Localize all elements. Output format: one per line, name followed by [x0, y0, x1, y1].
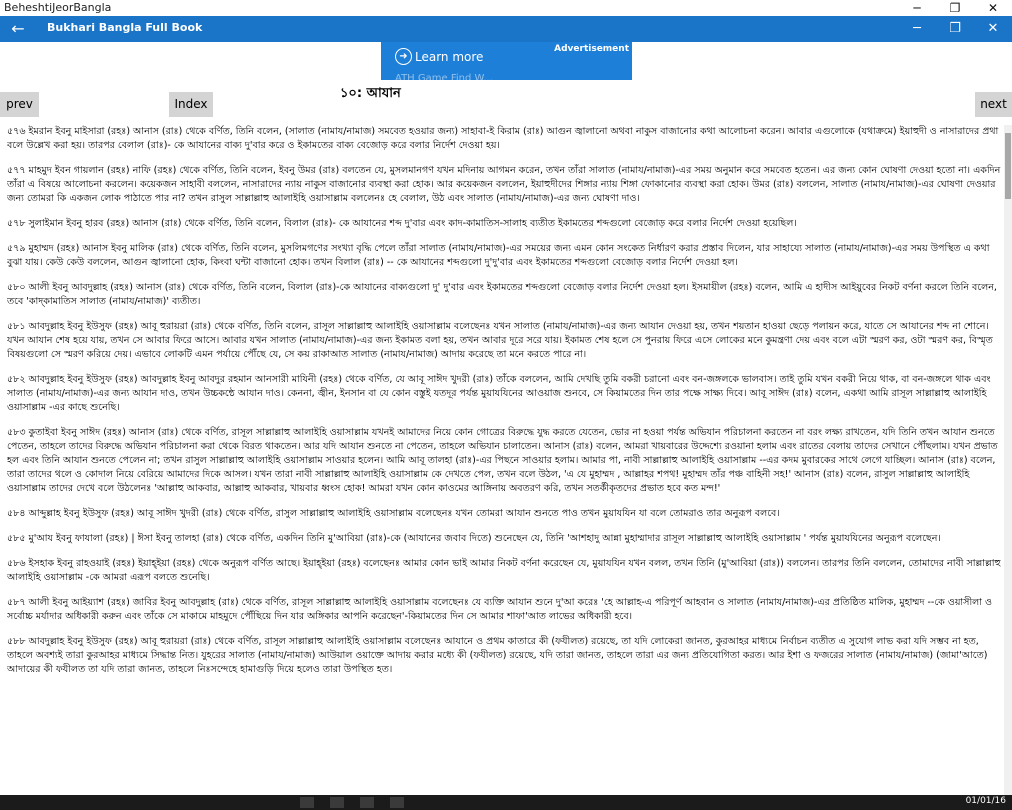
- hadith-581: ৫৮১ আবদুল্লাহ ইবনু ইউসুফ (রহঃ) আবূ হুরায়রা (রাঃ) থেকে বর্ণিত, তিনি বলেন, রাসূল সাল্লাল্লাহু আলাইহি ওয়াসাল্লাম বলেছেনঃ যখন সালাত (নামায/নামাজ)-এর জন্য আযান দেওয়া হয়, তখন শয়তান হাওয়া ছেড়ে পলায়ন করে, যাতে সে আযানের শব্দ না শোনে। যখন আযান শেষ হয়ে যায়, তখন সে আবার ফিরে আসে। আবার যখন সালাত (নামায/নামাজ)-এর জন্য ইকামত বলা হয়, তখন আবার দূরে সরে যায়। ইকামত শেষ হলে সে পুনরায় ফিরে এসে লোকের মনে কুমন্ত্রণা দেয় এবং বলে এটা স্মরণ কর, ওটা স্মরণ কর, বিস্মৃত বিষয়গুলো সে স্মরণ করিয়ে দেয়। এভাবে লোকটি এমন পর্যায়ে পৌঁছে যে, সে কয় রাকাআত সালাত (নামায/নামাজ) আদায় করেছে তা মনে করতে পারে না।: [7, 321, 993, 360]
- taskbar-clock: 01/01/16: [965, 796, 1006, 806]
- hadith-list: [7, 125, 1001, 795]
- taskbar-app-icon[interactable]: [360, 797, 374, 808]
- hadith-577: ৫৭৭ মাহমুদ ইবন গায়লান (রহঃ) নাফি (রহঃ) থেকে বর্ণিত, তিনি বলেন, ইবনু উমর (রাঃ) বলতেন যে, মুসলমানগণ যখন মদিনায় আগমন করেন, তখন তাঁরা সালাত (নামায/নামাজ)-এর সময় অনুমান করে সমবেত হতেন। এর জন্য কোন ঘোষণা দেওয়া হতো না। একদিন তাঁরা এ বিষয়ে আলোচনা করলেন। কয়েকজন সাহাবী বললেন, নাসারাদের ন্যায় নাকুস বাজানোর ব্যবস্থা করা হোক। আর কয়েকজন বললেন, ইয়াহুদীদের শিঙ্গার ন্যায় শিঙ্গা ফোকানোর ব্যবস্থা করা হোক। উমর (রাঃ) বললেন, সালাত (নামায/নামাজ)-এর ঘোষণা দেওয়ার জন্য তোমরা কি একজন লোক পাঠাতে পার না? তখন রাসুল সাল্লাল্লাহু আলাইহি ওয়াসাল্লাম বললেনঃ হে বেলাল, উঠ এবং সালাত (নামায/নামাজ)-এর জন্য ঘোষণা দাও।: [7, 165, 1001, 204]
- hadith-585: ৫৮৫ মু'আয ইবনু ফাযালা (রহঃ) | ঈসা ইবনু তালহা (রাঃ) থেকে বর্ণিত, একদিন তিনি মু'আবিয়া (রাঃ)-কে (আযানের জবাব দিতে) শুনেছেন যে, তিনি 'আশহাদু আন্না মুহাম্মাদার রাসূল সাল্লাল্লাহু আলাইহি ওয়াসাল্লাম ' পর্যন্ত মুয়াযযিনের অনুরূপ বলেছেন।: [7, 533, 941, 544]
- minimize-icon[interactable]: ─: [913, 1, 921, 15]
- app-minimize-icon[interactable]: ─: [913, 21, 921, 36]
- app-restore-icon[interactable]: ❐: [949, 21, 961, 36]
- outer-window-controls: [898, 0, 1012, 16]
- taskbar-app-icon[interactable]: [300, 797, 314, 808]
- app-window-controls: [898, 16, 1012, 42]
- restore-icon[interactable]: ❐: [949, 1, 961, 15]
- advertisement-banner[interactable]: [381, 42, 632, 80]
- index-button[interactable]: Index: [169, 92, 213, 117]
- outer-window-title: BeheshtiJeorBangla: [4, 1, 112, 14]
- arrow-circle-icon: ➜: [395, 48, 412, 65]
- hadith-583: ৫৮৩ কুতাইবা ইবনু সাঈদ (রহঃ) আনাস (রাঃ) থেকে বর্ণিত, রাসূল সাল্লাল্লাহু আলাইহি ওয়াসাল্লাম যখনই আমাদের নিয়ে কোন গোত্রের বিরুদ্ধে যুদ্ধ করতে যেতেন, ভোর না হওয়া পর্যন্ত অভিযান পরিচালনা করতেন না বরং লক্ষ্য রাখতেন, যদি তিনি তখন আযান শুনতে পেতেন, তাহলে তাদের বিরুদ্ধে অভিযান পরিচালনা করা থেকে বিরত থাকতেন। আর যদি আযান শুনতে না পেতেন, তাহলে অভিযান চালাতেন। আনাস (রাঃ) বলেন, আমরা খায়বারের উদ্দেশ্যে রওয়ানা হলাম এবং রাতের বেলায় তাদের সেখানে পৌঁছলাম। যখন প্রভাত হল এবং তিনি আযান শুনতে পেলেন না; তখন রাসুল সাল্লাল্লাহু আলাইহি ওয়াসাল্লাম সাওয়ার হলেন। আমি আবূ তালহা (রাঃ)-এর পিছনে সাওয়ার হলাম। আমার পা, নাবী সাল্লাল্লাহু আলাইহি ওয়াসাল্লাম --এর কদম মুবারকের সাথে লেগে যাচ্ছিল। আনাস (রাঃ) বলেন, তারা তাদের থলে ও কোদাল নিয়ে বেরিয়ে আমাদের দিকে আসল। যখন তারা নাবী সাল্লাল্লাহু আলাইহি ওয়াসাল্লাম কে দেখতে পেল, তখন বলে উঠল, 'এ যে মুহাম্মদ , আল্লাহর শপথ! মুহাম্মদ তাঁর পঞ্চ বাহিনী সহ!' আনাস (রাঃ) বলেন, রাসুল সাল্লাল্লাহু আলাইহি ওয়াসাল্লাম তাদের দেখে বলে উঠলেনঃ 'আল্লাহু আকবার, আল্লাহু আকবার, খায়বার ধ্বংস হোক! আমরা যখন কোন কাওমের আঙ্গিনায় অবতরণ করি, তখন সতর্কীকৃতদের প্রভাত হবে কত মন্দ!': [7, 427, 998, 494]
- hadith-582: ৫৮২ আবদুল্লাহ ইবনু ইউসুফ (রহঃ) আবদুল্লাহ ইবনু আবদুর রহমান আনসারী মাযিনী (রহঃ) থেকে বর্ণিত, যে আবূ সাঈদ খুদরী (রাঃ) তাঁকে বললেন, আমি দেখছি তুমি বকরী চরানো এবং বন-জঙ্গলকে ভালবাস। তাই তুমি যখন বকরী নিয়ে থাক, বা বন-জঙ্গলে থাক এবং সালাত (নামায/নামাজ)-এর জন্য আযান দাও, তখন উচ্চকন্ঠে আযান দাও। কেননা, জ্বীন, ইনসান বা যে কোন বস্তুই যতদূর পর্যন্ত মুয়াযযিনের আওয়াজ শুনবে, সে কিয়ামতের দিন তার পক্ষে সাক্ষ্য দিবে। আবূ সাঈদ (রাঃ) বলেন, একথা আমি রাসূল সাল্লাল্লাহু আলাইহি ওয়াসাল্লাম -এর কাছে শুনেছি।: [7, 374, 991, 413]
- hadith-584: ৫৮৪ আব্দুল্লাহ ইবনু ইউসুফ (রহঃ) আবূ সাঈদ খুদরী (রাঃ) থেকে বর্ণিত, রাসুল সাল্লাল্লাহু আলাইহি ওয়াসাল্লাম বলেছেনঃ যখন তোমরা আযান শুনতে পাও তখন মুয়াযযিন যা বলে তোমরাও তার অনুরূপ বলবে।: [7, 508, 780, 519]
- app-title: Bukhari Bangla Full Book: [47, 21, 203, 34]
- back-arrow-icon[interactable]: ←: [11, 19, 25, 38]
- taskbar-app-icon[interactable]: [390, 797, 404, 808]
- prev-button[interactable]: prev: [0, 92, 39, 117]
- hadith-588: ৫৮৮ আবদুল্লাহ ইবনু ইউসুফ (রহঃ) আবূ হুরায়রা (রাঃ) থেকে বর্ণিত, রাসূল সাল্লাল্লাহু আলাইহি ওয়াসাল্লাম বলেছেনঃ আযানে ও প্রথম কাতারে কী (ফযীলত) রয়েছে, তা যদি লোকেরা জানত, কুরআহর মাধ্যমে নির্বাচন ব্যতীত এ সুযোগ লাভ করা যদি সম্ভব না হত, তাহলে অবশ্যই তারা কুরআহর মাধ্যমে সিদ্ধান্ত নিত। যুহরের সালাত (নামায/নামাজ) আউয়াল ওয়াক্তে আদায় করার মধ্যে কী (ফযীলত) রয়েছে, যদি তারা জানত, তাহলে তারা এর জন্য প্রতিযোগিতা করত। আর ইশা ও ফজরের সালাত (নামায/নামাজ) (জামা'আতে) আদায়ের কী ফযীলত তা যদি তারা জানত, তাহলে নিঃসন্দেহে হামাগুড়ি দিয়ে হলেও তারা উপস্থিত হত।: [7, 636, 988, 675]
- taskbar: [0, 795, 1012, 810]
- app-close-icon[interactable]: ✕: [987, 21, 999, 36]
- learn-more-link[interactable]: Learn more: [415, 50, 484, 64]
- hadith-576: ৫৭৬ ইমরান ইবনু মাইসারা (রহঃ) আনাস (রাঃ) থেকে বর্ণিত, তিনি বলেন, (সালাত (নামায/নামাজ) সমবেত হওয়ার জন্য) সাহাবা-ই কিরাম (রাঃ) আগুন জ্বালানো অথবা নাকুস বাজানোর কথা আলোচনা করেন। আবার এগুলোকে (যথাক্রমে) ইয়াহুদী ও নাসারাদের প্রথা বলে উল্লেখ করা হয়। তারপর বেলাল (রাঃ)- কে আযানের বাক্য দু'বার করে ও ইকামতের বাক্য বেজোড় করে বলার নির্দেশ দেওয়া হয়।: [7, 126, 999, 151]
- hadith-579: ৫৭৯ মুহাম্মদ (রহঃ) আনাস ইবনু মালিক (রাঃ) থেকে বর্ণিত, তিনি বলেন, মুসলিমগণের সংখ্যা বৃদ্ধি পেলে তাঁরা সালাত (নামায/নামাজ)-এর সময়ের জন্য এমন কোন সংকেত নির্ধারণ করার প্রস্তাব দিলেন, যার সাহায্যে সালাত (নামায/নামাজ)-এর সময় উপস্থিত এ কথা বুঝা যায়। কেউ কেউ বললেন, আগুন জ্বালানো হোক, কিংবা ঘন্টা বাজানো হোক। তখন বিলাল (রাঃ) -- কে আযানের শব্দগুলো দু'দু'বার এবং ইকামতের শব্দগুলো বেজোড় বলার নির্দেশ দেওয়া হল।: [7, 243, 990, 268]
- hadith-578: ৫৭৮ সুলাইমান ইবনু হারব (রহঃ) আনাস (রাঃ) থেকে বর্ণিত, তিনি বলেন, বিলাল (রাঃ)- কে আযানের শব্দ দু'বার এবং কাদ-কামাতিস-সালাহ ব্যতীত ইকামতের শব্দগুলো বেজোড় করে বলার নির্দেশ দেওয়া হয়েছিল।: [7, 218, 797, 229]
- app-title-bar: [0, 16, 1012, 42]
- chapter-title: ১০: আযান: [340, 86, 401, 101]
- advertisement-label: Advertisement: [554, 44, 629, 54]
- hadith-580: ৫৮০ আলী ইবনু আবদুল্লাহ (রহঃ) আনাস (রাঃ) থেকে বর্ণিত, তিনি বলেন, বিলাল (রাঃ)-কে আযানের বাক্যগুলো দু' দু'বার এবং ইকামতের শব্দগুলো বেজোড় বলার নির্দেশ দেওয়া হল। ইসমায়ীল (রহঃ) বলেন, আমি এ হাদীস আইয়ুবের নিকট বর্ণনা করলে তিনি বলেন, তবে 'কাদ্‌কামাতিস সালাত (নামায/নামাজ)' ব্যতীত।: [7, 282, 997, 307]
- close-icon[interactable]: ✕: [987, 1, 999, 15]
- hadith-587: ৫৮৭ আলী ইবনু আইয়্যাশ (রহঃ) জাবির ইবনু আবদুল্লাহ (রাঃ) থেকে বর্ণিত, রাসূল সাল্লাল্লাহু আলাইহি ওয়াসাল্লাম বলেছেনঃ যে ব্যক্তি আযান শুনে দু'আ করেঃ 'হে আল্লাহ-এ পরিপূর্ণ আহবান ও সালাত (নামায/নামাজ)-এর প্রতিষ্ঠিত মালিক, মুহাম্মদ --কে ওয়াসীলা ও সর্বোচ্চ মর্যাদার অধিকারী করুন এবং তাঁকে সে মাকামে মাহমুদে পৌঁছিয়ে দিন যার অঙ্গিকার আপনি করেছেন'-কিয়ামতের দিন সে আমার শাফা'আত লাভের অধিকারী হবে।: [7, 597, 993, 622]
- vertical-scrollbar[interactable]: [1004, 125, 1012, 795]
- scrollbar-thumb[interactable]: [1005, 133, 1011, 199]
- next-button[interactable]: next: [975, 92, 1012, 117]
- hadith-586: ৫৮৬ ইসহাক ইবনু রাহওয়াই (রহঃ) ইয়াহ্‌ইয়া (রহঃ) থেকে অনুরূপ বর্ণিত আছে। ইয়াহ্‌ইয়া (রহঃ) বলেছেনঃ আমার কোন ভাই আমার নিকট বর্ণনা করেছেন যে, মুয়াযযিন যখন বলল, তখন তিনি (মু'আবিয়া (রাঃ)) বললেন। তারপর তিনি বললেন, তোমাদের নাবী সাল্লাল্লাহু আলাইহি ওয়াসাল্লাম -কে আমরা এরূপ বলতে শুনেছি।: [7, 558, 1001, 583]
- taskbar-app-icon[interactable]: [330, 797, 344, 808]
- outer-title-bar: [0, 0, 1012, 16]
- ad-subtext: ATH Game Find W...: [395, 73, 493, 80]
